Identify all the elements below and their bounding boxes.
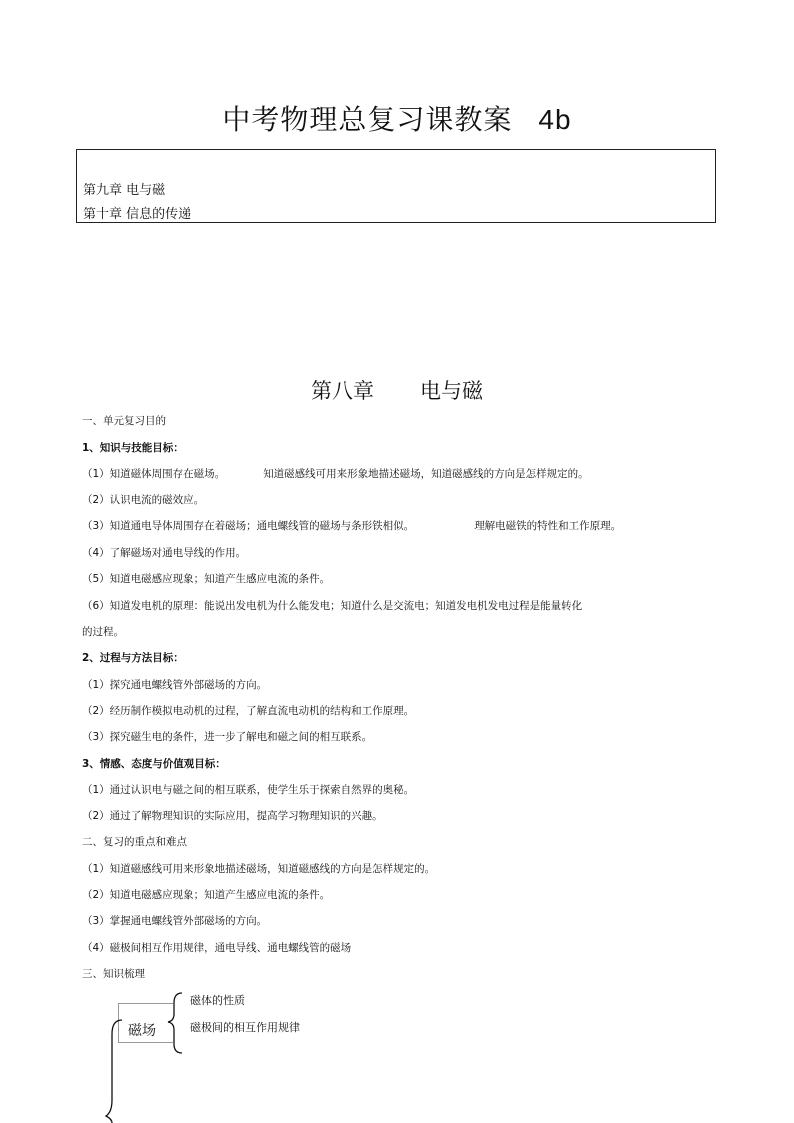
section-heading: 一、单元复习目的 xyxy=(82,415,166,427)
paragraph: （2）通过了解物理知识的实际应用，提高学习物理知识的兴趣。 xyxy=(82,810,383,822)
paragraph: （3）掌握通电螺线管外部磁场的方向。 xyxy=(82,915,268,927)
paragraph: （1）探究通电螺线管外部磁场的方向。 xyxy=(82,679,268,691)
paragraph: 的过程。 xyxy=(82,626,124,638)
mindmap-item: 磁体的性质 xyxy=(190,994,245,1007)
subsection-heading: 3、情感、态度与价值观目标： xyxy=(82,758,226,770)
paragraph: （2）认识电流的磁效应。 xyxy=(82,494,205,506)
small-brace xyxy=(168,993,182,1053)
paragraph: （4）了解磁场对通电导线的作用。 xyxy=(82,547,247,559)
paragraph: （1）通过认识电与磁之间的相互联系，使学生乐于探索自然界的奥秘。 xyxy=(82,784,415,796)
paragraph-part: （3）知道通电导体周围存在着磁场；通电螺线管的磁场与条形铁相似。 xyxy=(82,520,415,532)
large-brace xyxy=(106,1020,122,1123)
chapter-name: 电与磁 xyxy=(420,379,483,403)
mindmap-item: 磁极间的相互作用规律 xyxy=(190,1021,300,1034)
paragraph: （6）知道发电机的原理：能说出发电机为什么能发电；知道什么是交流电；知道发电机发电过程是能量转化 xyxy=(82,600,583,612)
section-heading: 三、知识梳理 xyxy=(82,968,145,980)
chapter-number: 第八章 xyxy=(311,379,374,403)
paragraph: （5）知道电磁感应现象；知道产生感应电流的条件。 xyxy=(82,573,331,585)
section-heading: 二、复习的重点和难点 xyxy=(82,836,187,848)
subsection-heading: 1、知识与技能目标： xyxy=(82,442,184,454)
paragraph: （2）经历制作模拟电动机的过程，了解直流电动机的结构和工作原理。 xyxy=(82,705,415,717)
paragraph-part: 理解电磁铁的特性和工作原理。 xyxy=(474,520,622,532)
contents-line: 第十章 信息的传递 xyxy=(83,207,192,222)
contents-line: 第九章 电与磁 xyxy=(83,183,166,198)
title-version: 4b xyxy=(538,104,572,135)
paragraph-part: 知道磁感线可用来形象地描述磁场，知道磁感线的方向是怎样规定的。 xyxy=(263,468,589,480)
mindmap-root: 磁场 xyxy=(128,1023,156,1039)
paragraph: （3）探究磁生电的条件，进一步了解电和磁之间的相互联系。 xyxy=(82,731,373,743)
paragraph: （2）知道电磁感应现象；知道产生感应电流的条件。 xyxy=(82,889,331,901)
paragraph: （1）知道磁感线可用来形象地描述磁场，知道磁感线的方向是怎样规定的。 xyxy=(82,863,436,875)
paragraph-part: （1）知道磁体周围存在磁场。 xyxy=(82,468,226,480)
title-text: 中考物理总复习课教案 xyxy=(222,103,513,136)
subsection-heading: 2、过程与方法目标： xyxy=(82,652,184,664)
paragraph: （4）磁极间相互作用规律，通电导线、通电螺线管的磁场 xyxy=(82,942,352,954)
